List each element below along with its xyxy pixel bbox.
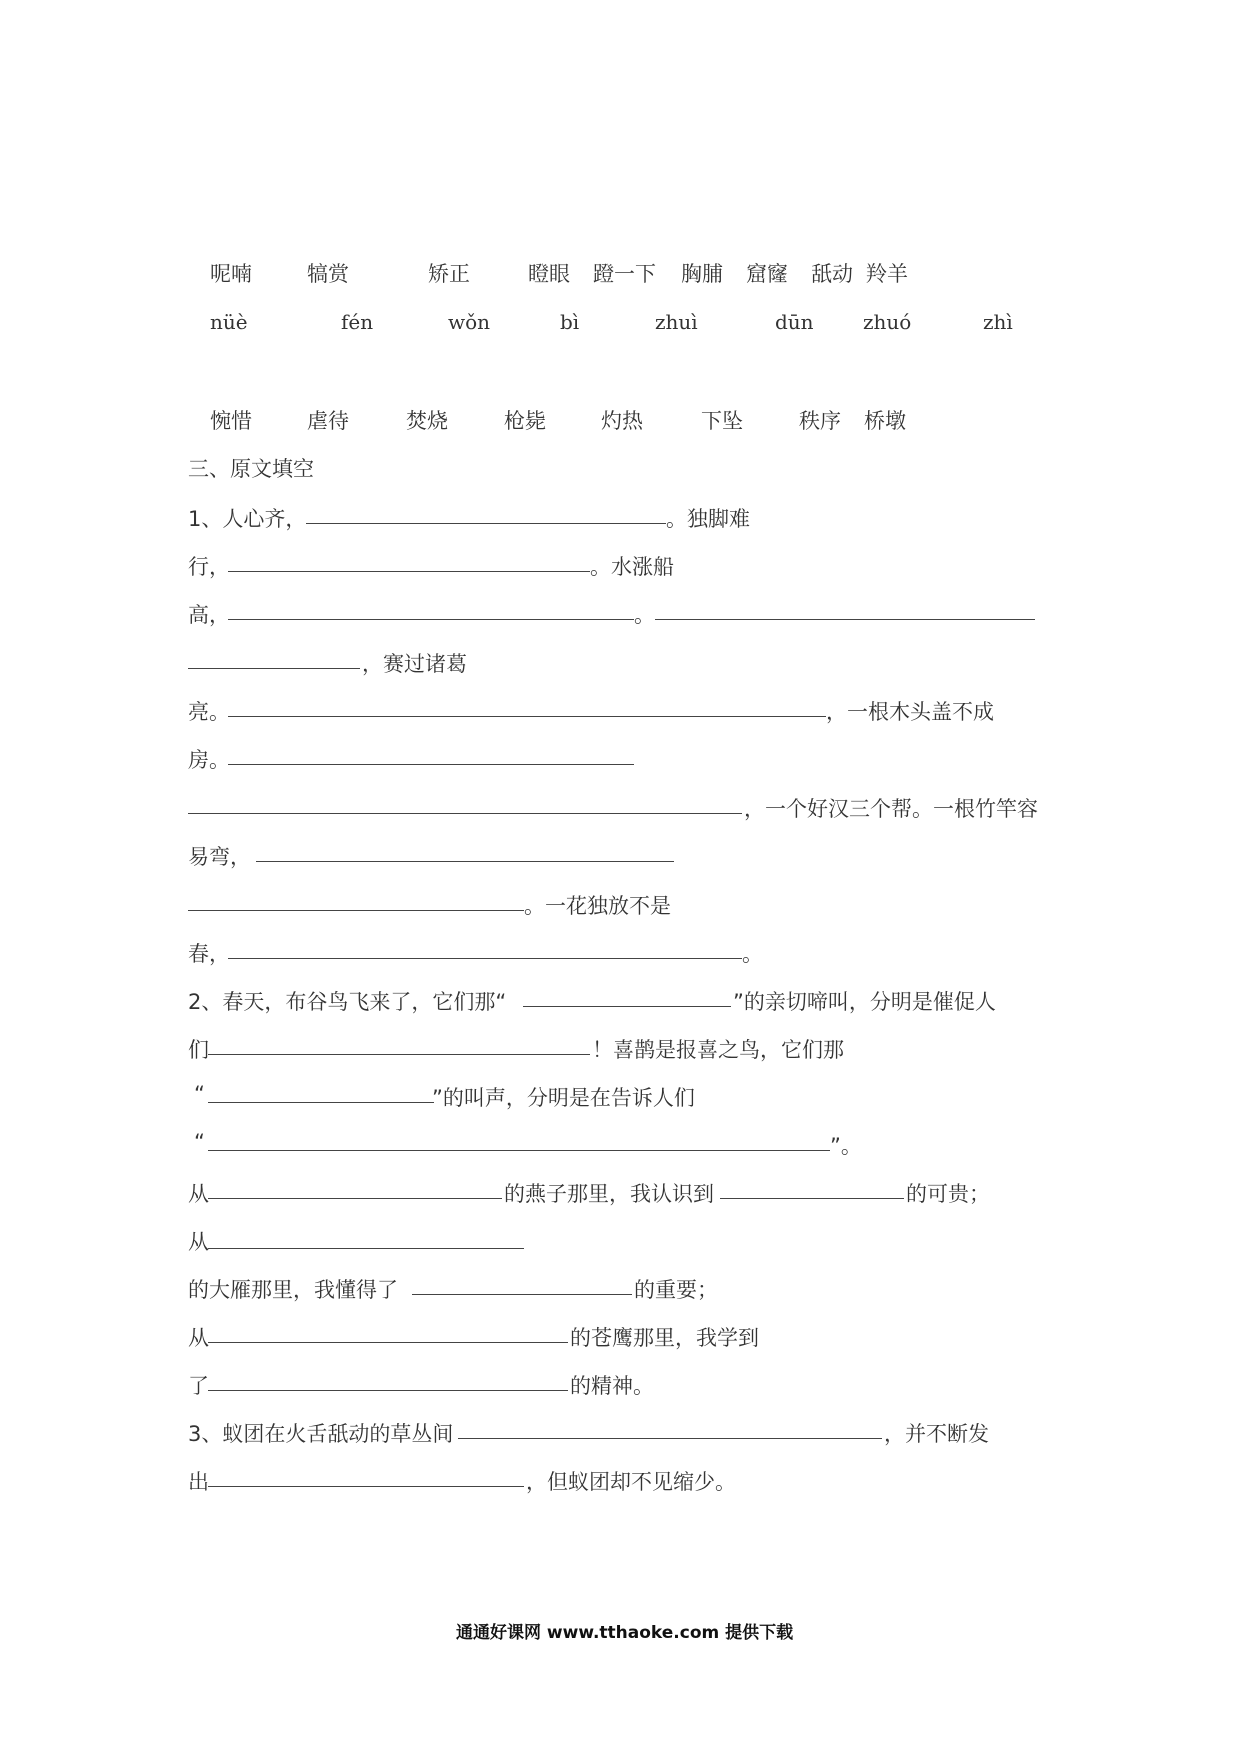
- q2-text: ”的亲切啼叫，分明是催促人: [733, 990, 996, 1014]
- q1-text: 。: [742, 942, 763, 966]
- word-item: 桥墩: [864, 409, 906, 433]
- q2-text: 从: [188, 1326, 209, 1350]
- pinyin-item: nüè: [210, 310, 248, 334]
- blank-line[interactable]: [208, 1150, 830, 1151]
- word-item: 虐待: [307, 409, 349, 433]
- q1-text: 。一花独放不是: [524, 894, 671, 918]
- footer-text: 通通好课网 www.tthaoke.com 提供下载: [456, 1623, 794, 1643]
- q1-text: 春，: [188, 942, 230, 966]
- q2-text: ”。: [830, 1134, 862, 1158]
- blank-line[interactable]: [720, 1198, 904, 1199]
- blank-line[interactable]: [208, 1342, 568, 1343]
- blank-line[interactable]: [256, 861, 674, 862]
- section-title: 三、原文填空: [188, 457, 314, 481]
- blank-line[interactable]: [208, 1102, 434, 1103]
- blank-line[interactable]: [655, 619, 1035, 620]
- q2-text: 从: [188, 1182, 209, 1206]
- blank-line[interactable]: [208, 1390, 568, 1391]
- q2-text: 2、春天，布谷鸟飞来了，它们那“: [188, 990, 507, 1014]
- blank-line[interactable]: [208, 1198, 502, 1199]
- q2-text: 们: [188, 1038, 209, 1062]
- blank-line[interactable]: [458, 1438, 882, 1439]
- q2-text: ！喜鹊是报喜之鸟，它们那: [592, 1038, 844, 1062]
- word-item: 枪毙: [504, 409, 546, 433]
- word-item: 惋惜: [210, 409, 252, 433]
- pinyin-item: bì: [560, 310, 580, 334]
- word-item: 羚羊: [866, 262, 908, 286]
- blank-line[interactable]: [188, 910, 524, 911]
- q2-text: 了: [188, 1374, 209, 1398]
- q2-text: 的大雁那里，我懂得了: [188, 1278, 398, 1302]
- q1-text: ，赛过诸葛: [362, 652, 467, 676]
- word-item: 舐动: [811, 262, 853, 286]
- q1-text: 。水涨船: [590, 555, 674, 579]
- word-item: 窟窿: [746, 262, 788, 286]
- pinyin-item: zhuì: [655, 310, 698, 334]
- q3-text: 出: [188, 1470, 209, 1494]
- blank-line[interactable]: [208, 1248, 524, 1249]
- q1-text: ，一根木头盖不成: [826, 700, 994, 724]
- q1-text: 行，: [188, 555, 230, 579]
- q2-text: 的燕子那里，我认识到: [504, 1182, 714, 1206]
- word-item: 矫正: [428, 262, 470, 286]
- blank-line[interactable]: [188, 668, 360, 669]
- blank-line[interactable]: [228, 619, 634, 620]
- q1-text: 亮。: [188, 700, 230, 724]
- q2-text: “: [194, 1082, 205, 1106]
- q3-text: ，并不断发: [884, 1422, 989, 1446]
- q2-text: 的可贵；: [906, 1182, 990, 1206]
- pinyin-item: dūn: [775, 310, 814, 334]
- blank-line[interactable]: [228, 716, 826, 717]
- blank-line[interactable]: [228, 764, 634, 765]
- word-item: 瞪眼: [528, 262, 570, 286]
- q1-text: ，一个好汉三个帮。一根竹竿容: [744, 797, 1038, 821]
- word-item: 蹬一下: [593, 262, 656, 286]
- blank-line[interactable]: [228, 958, 742, 959]
- q1-text: 。独脚难: [666, 507, 750, 531]
- blank-line[interactable]: [188, 813, 742, 814]
- word-item: 胸脯: [681, 262, 723, 286]
- q2-text: 从: [188, 1230, 209, 1254]
- word-item: 下坠: [701, 409, 743, 433]
- blank-line[interactable]: [412, 1294, 632, 1295]
- word-item: 秩序: [799, 409, 841, 433]
- blank-line[interactable]: [523, 1006, 731, 1007]
- pinyin-item: wǒn: [448, 310, 491, 334]
- pinyin-item: zhì: [983, 310, 1013, 334]
- q1-text: 1、人心齐，: [188, 507, 307, 531]
- q1-text: 易弯，: [188, 845, 251, 869]
- q3-text: 3、蚁团在火舌舐动的草丛间: [188, 1422, 454, 1446]
- q2-text: 的重要；: [634, 1278, 718, 1302]
- word-item: 犒赏: [307, 262, 349, 286]
- q1-text: 高，: [188, 603, 230, 627]
- pinyin-item: fén: [341, 310, 374, 334]
- q2-text: ”的叫声，分明是在告诉人们: [432, 1086, 695, 1110]
- word-item: 灼热: [601, 409, 643, 433]
- blank-line[interactable]: [228, 571, 590, 572]
- q2-text: 的苍鹰那里，我学到: [570, 1326, 759, 1350]
- blank-line[interactable]: [306, 523, 666, 524]
- q1-text: 。: [634, 603, 655, 627]
- word-item: 焚烧: [406, 409, 448, 433]
- q3-text: ，但蚁团却不见缩少。: [526, 1470, 736, 1494]
- blank-line[interactable]: [208, 1486, 524, 1487]
- q2-text: 的精神。: [570, 1374, 654, 1398]
- word-item: 呢喃: [210, 262, 252, 286]
- q2-text: “: [194, 1130, 205, 1154]
- pinyin-item: zhuó: [863, 310, 912, 334]
- blank-line[interactable]: [208, 1054, 590, 1055]
- q1-text: 房。: [188, 748, 230, 772]
